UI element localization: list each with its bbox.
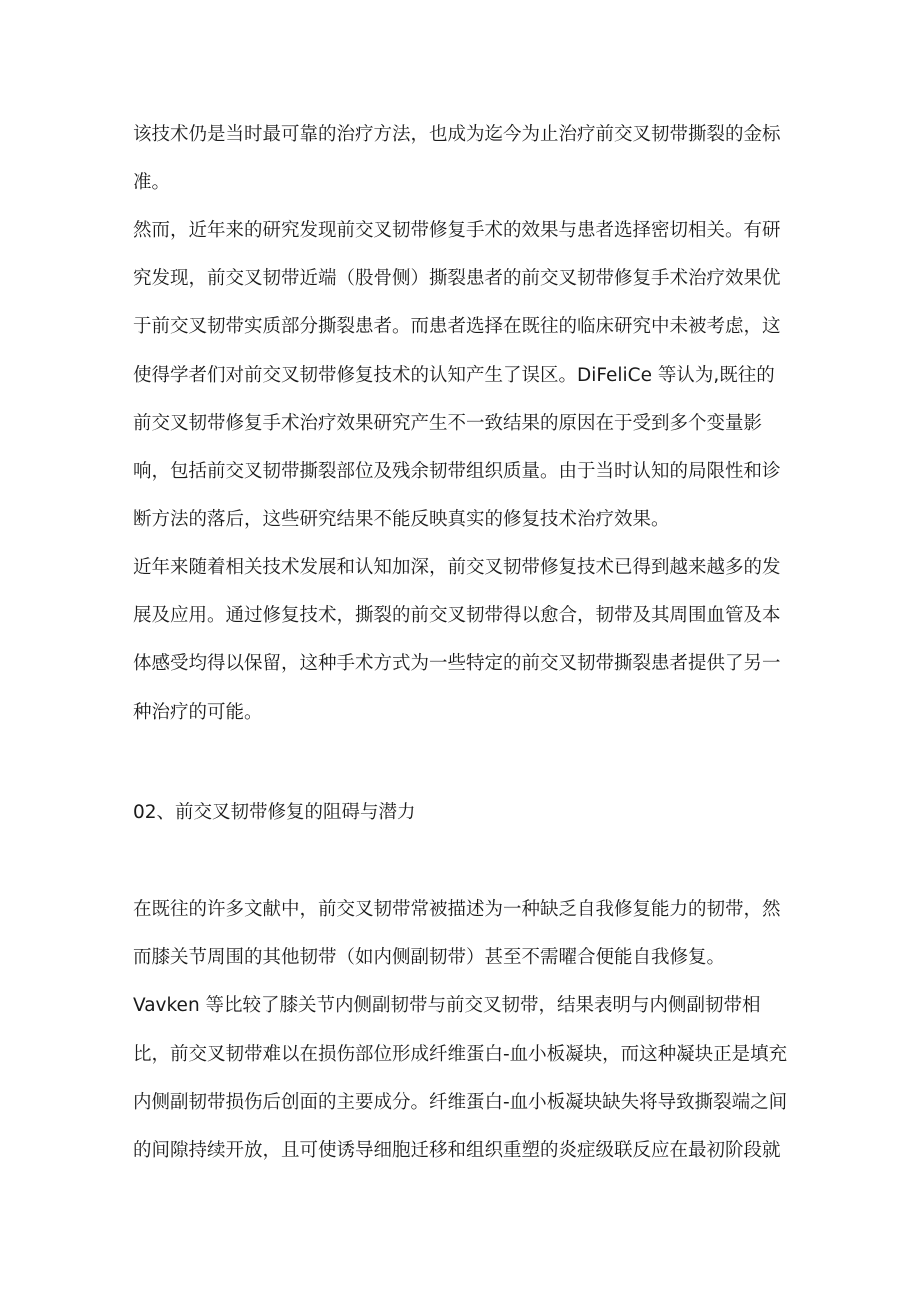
- paragraph-3-line-3: 体感受均得以保留，这种手术方式为一些特定的前交叉韧带撕裂患者提供了另一: [133, 653, 781, 674]
- paragraph-1-line-1: 该技术仍是当时最可靠的治疗方法，也成为迄今为止治疗前交叉韧带撕裂的金标: [133, 124, 781, 145]
- paragraph-4-line-2: 而膝关节周围的其他韧带（如内侧副韧带）甚至不需曜合便能自我修复。: [133, 947, 726, 968]
- paragraph-2-line-3: 于前交叉韧带实质部分撕裂患者。而患者选择在既往的临床研究中未被考虑，这: [133, 316, 781, 337]
- paragraph-5-line-4: 的间隙持续开放，且可使诱导细胞迁移和组织重塑的炎症级联反应在最初阶段就: [133, 1140, 781, 1161]
- paragraph-2-line-6: 响，包括前交叉韧带撕裂部位及残余韧带组织质量。由于当时认知的局限性和诊: [133, 461, 781, 482]
- paragraph-4-line-1: 在既往的许多文献中，前交叉韧带常被描述为一种缺乏自我修复能力的韧带，然: [133, 899, 781, 920]
- paragraph-5-line-1: Vavken 等比较了膝关节内侧副韧带与前交叉韧带，结果表明与内侧副韧带相: [133, 995, 761, 1016]
- paragraph-2-line-4: 使得学者们对前交叉韧带修复技术的认知产生了误区。DiFeliCe 等认为,既往的: [133, 365, 775, 386]
- section-heading: 02、前交叉韧带修复的阻碍与潜力: [133, 802, 416, 823]
- paragraph-5-line-3: 内侧副韧带损伤后创面的主要成分。纤维蛋白-血小板凝块缺失将导致撕裂端之间: [133, 1092, 788, 1113]
- paragraph-5-line-2: 比，前交叉韧带难以在损伤部位形成纤维蛋白-血小板凝块，而这种凝块正是填充: [133, 1044, 788, 1065]
- paragraph-3-line-2: 展及应用。通过修复技术，撕裂的前交叉韧带得以愈合，韧带及其周围血管及本: [133, 605, 781, 626]
- paragraph-2-line-2: 究发现，前交叉韧带近端（股骨侧）撕裂患者的前交叉韧带修复手术治疗效果优: [133, 268, 781, 289]
- paragraph-2-line-5: 前交叉韧带修复手术治疗效果研究产生不一致结果的原因在于受到多个变量影: [133, 413, 763, 434]
- paragraph-1-line-2: 准。: [133, 172, 171, 193]
- paragraph-2-line-7: 断方法的落后，这些研究结果不能反映真实的修复技术治疗效果。: [133, 509, 670, 530]
- paragraph-3-line-4: 种治疗的可能。: [133, 702, 263, 723]
- paragraph-3-line-1: 近年来随着相关技术发展和认知加深，前交叉韧带修复技术已得到越来越多的发: [133, 557, 781, 578]
- paragraph-2-line-1: 然而，近年来的研究发现前交叉韧带修复手术的效果与患者选择密切相关。有研: [133, 220, 781, 241]
